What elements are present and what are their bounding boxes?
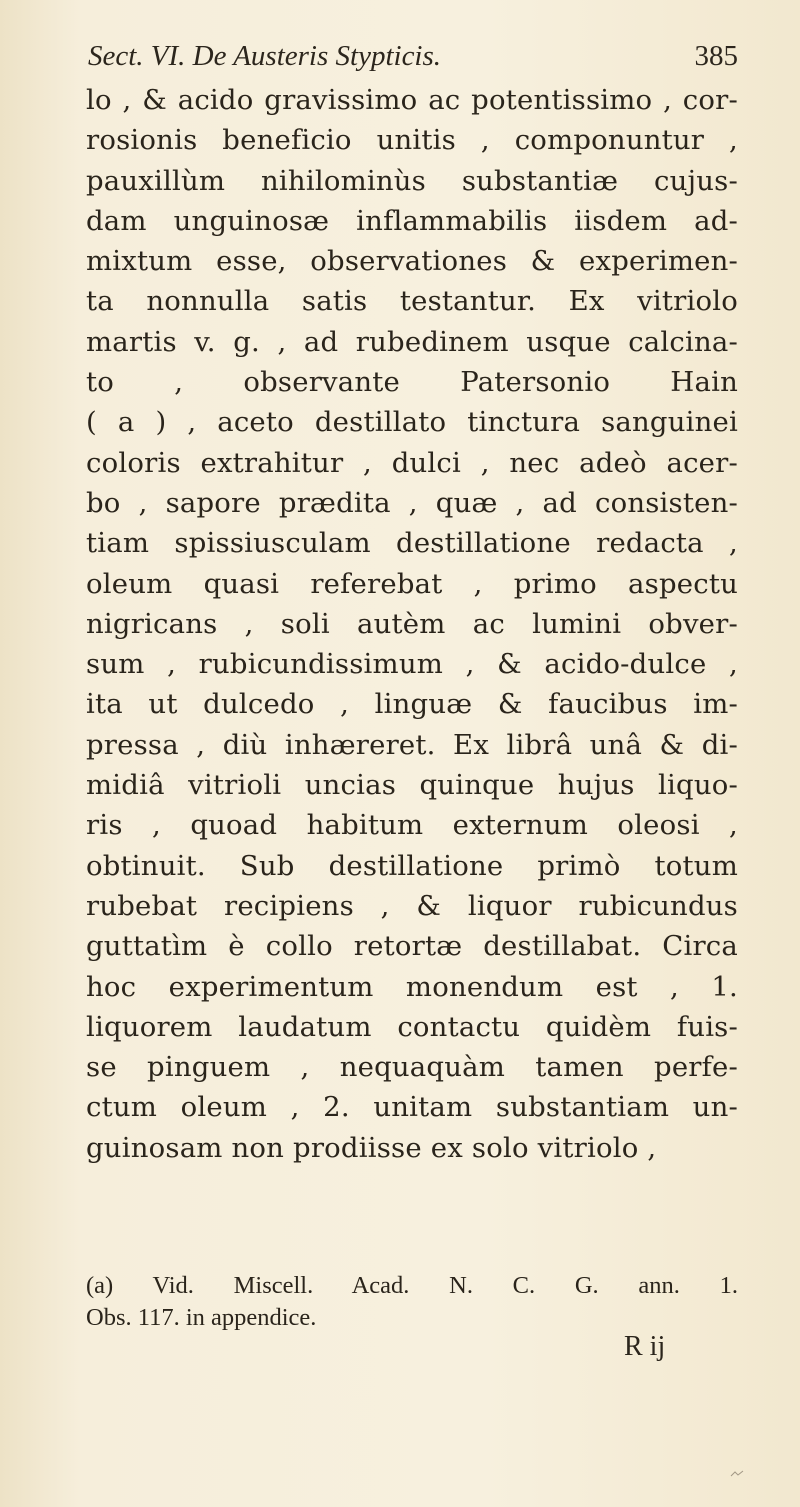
- text-line: rubebat recipiens , & liquor rubicundus: [86, 889, 738, 922]
- text-line: guinosam non prodiisse ex solo vitriolo ,: [86, 1131, 657, 1164]
- text-line: coloris extrahitur , dulci , nec adeò acer-: [86, 446, 738, 479]
- text-line: tiam spissiusculam destillatione redacta ,: [86, 527, 738, 560]
- body-text: [86, 80, 738, 1168]
- text-line: pauxillùm nihilominùs substantiæ cujus-: [86, 164, 738, 197]
- running-title: Sect. VI. De Austeris Stypticis.: [88, 40, 442, 72]
- text-line: hoc experimentum monendum est , 1.: [86, 970, 738, 1003]
- text-line: pressa , diù inhæreret. Ex librâ unâ & di-: [86, 728, 738, 761]
- text-line: oleum quasi referebat , primo aspectu: [86, 567, 738, 600]
- paper-speck: [730, 1470, 744, 1478]
- text-line: ta nonnulla satis testantur. Ex vitriolo: [86, 285, 738, 318]
- text-line: guttatìm è collo retortæ destillabat. Circa: [86, 930, 738, 963]
- signature-mark: R ij: [624, 1331, 666, 1362]
- page-header: [88, 40, 738, 80]
- text-line: martis v. g. , ad rubedinem usque calcina-: [86, 325, 738, 358]
- text-line: ( a ) , aceto destillato tinctura sanguinei: [86, 406, 738, 439]
- text-line: dam unguinosæ inflammabilis iisdem ad-: [86, 204, 738, 237]
- page-number: 385: [694, 40, 738, 72]
- text-line: obtinuit. Sub destillatione primò totum: [86, 849, 738, 882]
- text-line: ctum oleum , 2. unitam substantiam un-: [86, 1091, 738, 1124]
- text-line: midiâ vitrioli uncias quinque hujus liquo-: [86, 769, 738, 802]
- text-line: to , observante Patersonio Hain: [86, 366, 738, 399]
- text-line: mixtum esse, observationes & experimen-: [86, 245, 738, 278]
- text-line: bo , sapore prædita , quæ , ad consisten-: [86, 486, 738, 519]
- footnote-line: (a) Vid. Miscell. Acad. N. C. G. ann. 1.: [86, 1272, 738, 1299]
- text-line: nigricans , soli autèm ac lumini obver-: [86, 607, 738, 640]
- text-line: ris , quoad habitum externum oleosi ,: [86, 809, 738, 842]
- text-line: rosionis beneficio unitis , componuntur ,: [86, 124, 738, 157]
- text-line: se pinguem , nequaquàm tamen perfe-: [86, 1051, 738, 1084]
- text-line: lo , & acido gravissimo ac potentissimo , cor-: [86, 84, 738, 116]
- text-line: ita ut dulcedo , linguæ & faucibus im-: [86, 688, 738, 721]
- text-line: sum , rubicundissimum , & acido-dulce ,: [86, 648, 738, 681]
- footnote: [86, 1270, 738, 1334]
- text-line: liquorem laudatum contactu quidèm fuis-: [86, 1010, 738, 1043]
- footnote-line: Obs. 117. in appendice.: [86, 1304, 317, 1331]
